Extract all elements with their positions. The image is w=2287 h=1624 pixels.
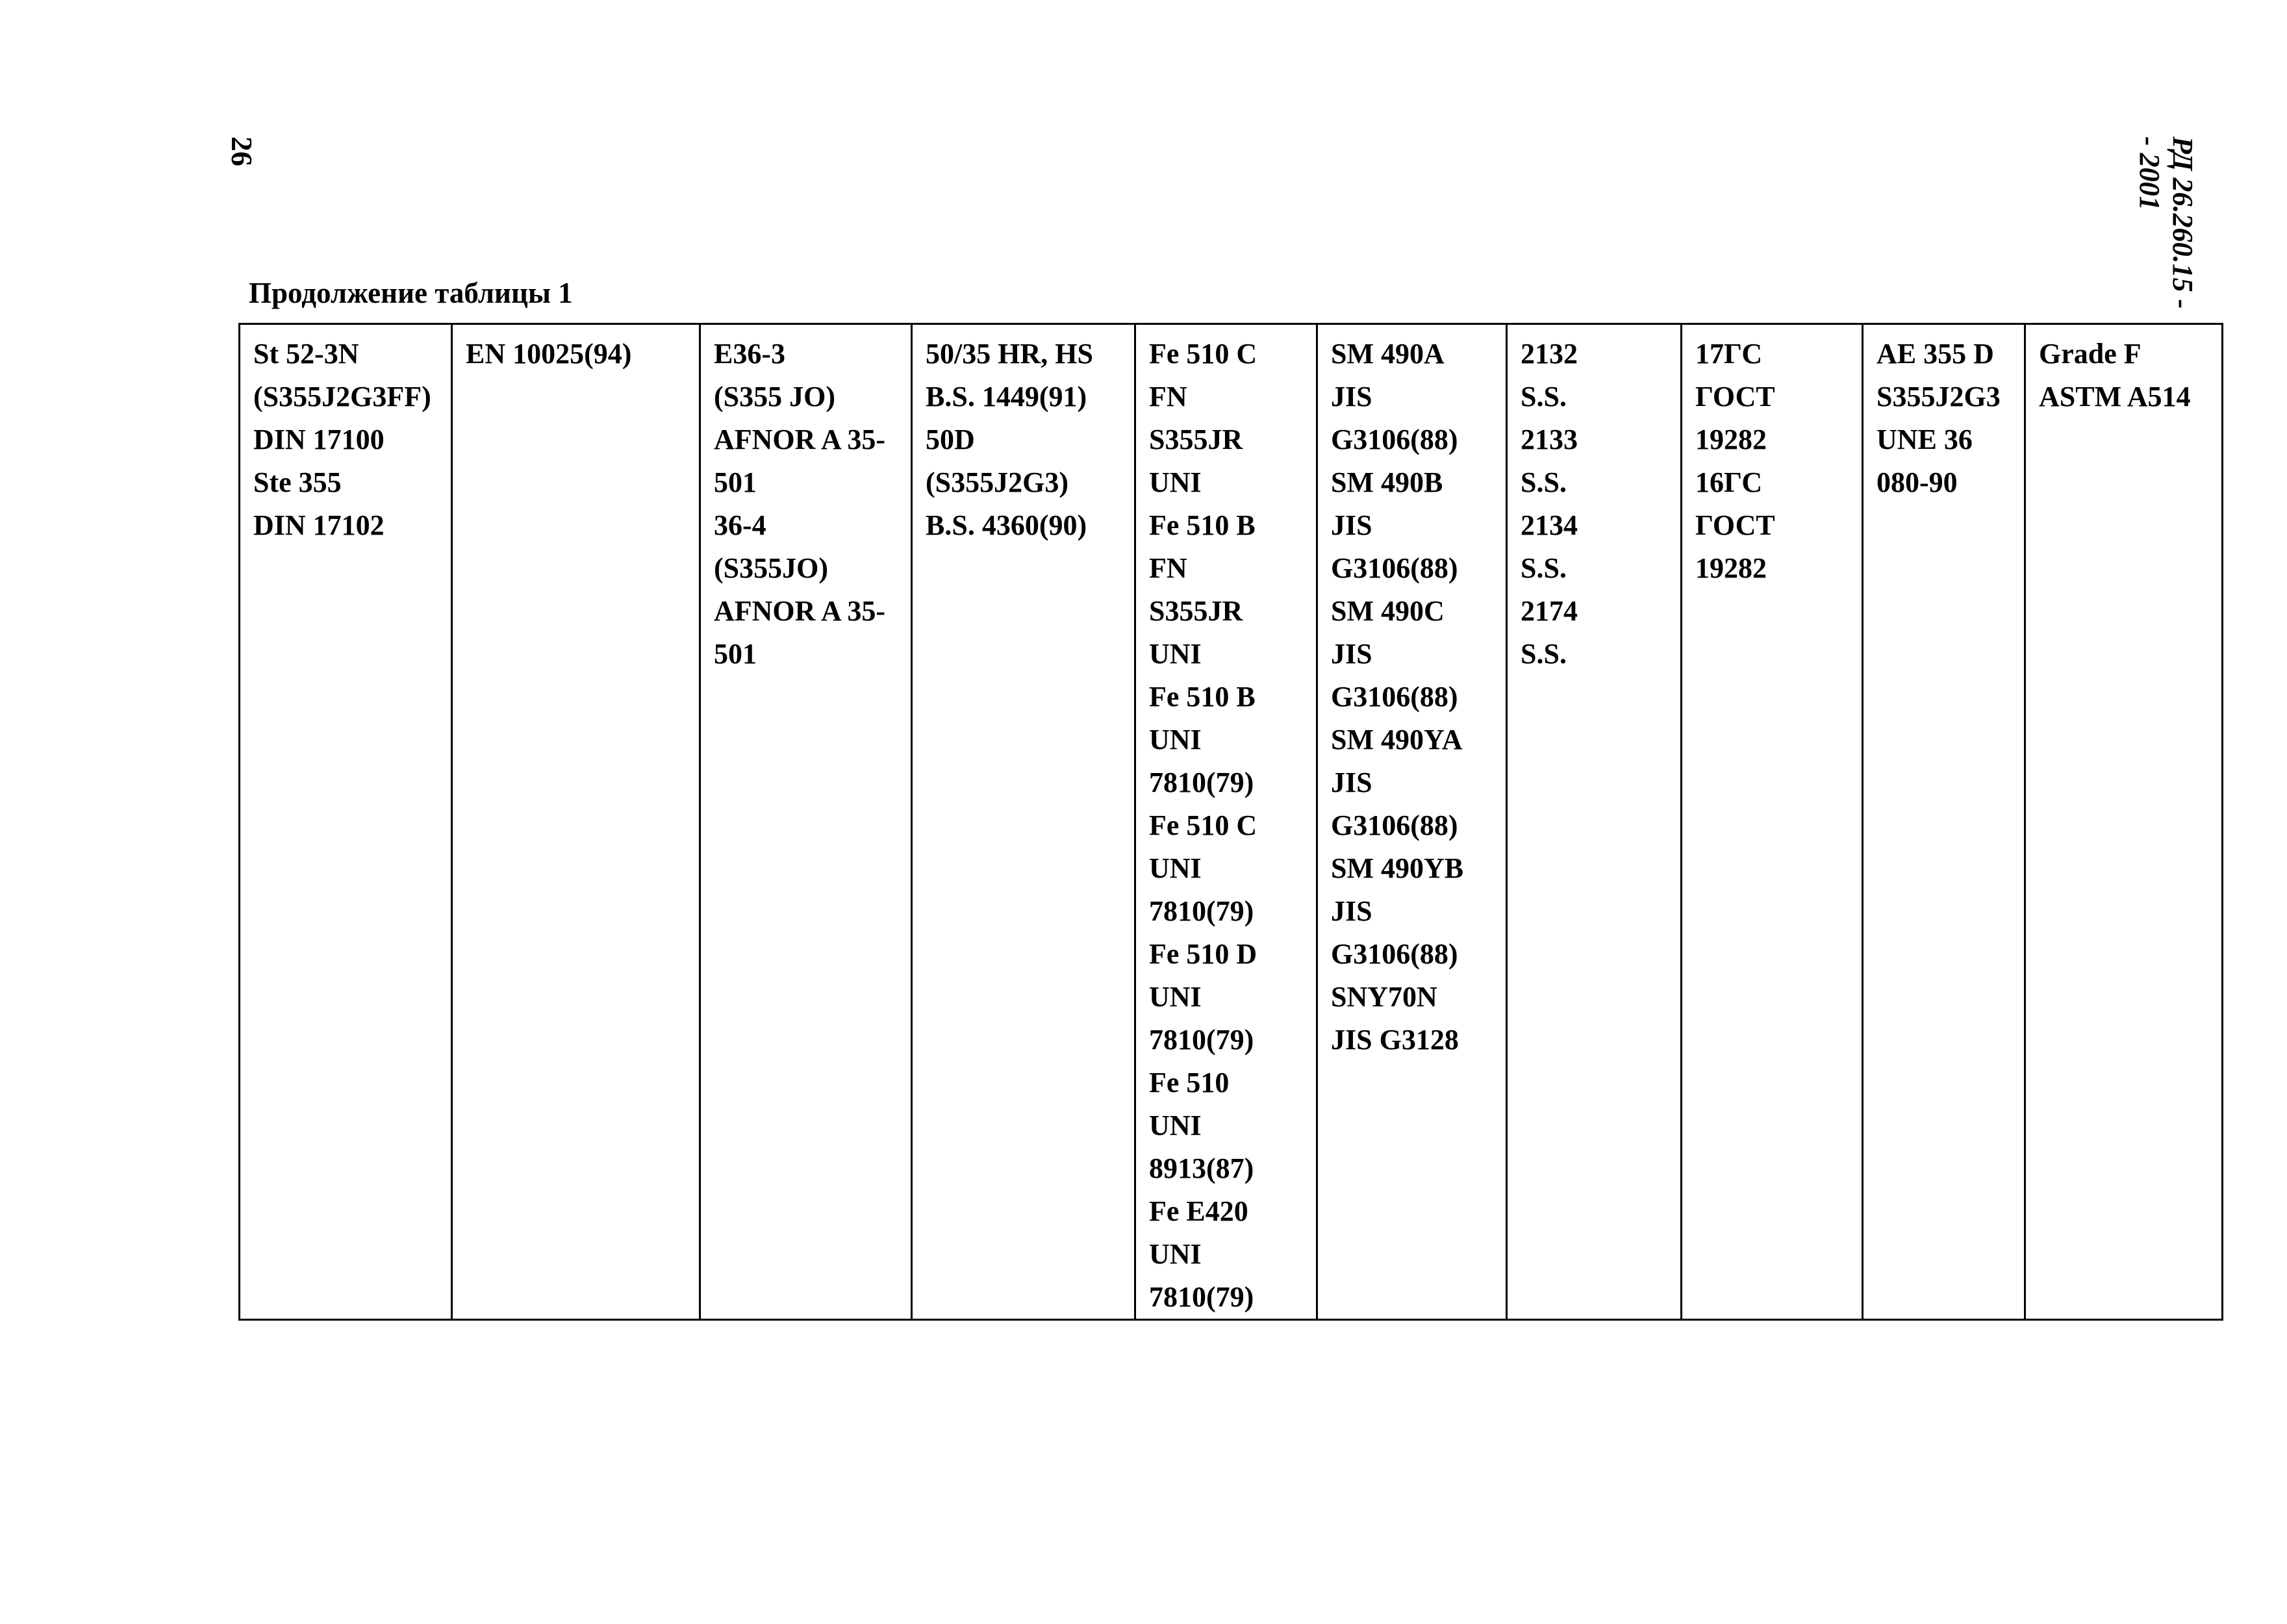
cell-line: Fe 510 <box>1149 1067 1230 1098</box>
cell-line: B.S. 1449(91) <box>926 381 1087 412</box>
cell-line: G3106(88) <box>1331 938 1458 970</box>
cell-line: ГОСТ <box>1695 509 1775 541</box>
page-number: 26 <box>225 136 259 166</box>
cell-line: JIS <box>1331 895 1372 927</box>
cell-line: UNI <box>1149 466 1202 498</box>
cell-line: (S355JO) <box>714 552 828 584</box>
cell-line: 17ГС <box>1695 338 1763 370</box>
cell-line: Fe E420 <box>1149 1195 1248 1227</box>
cell-line: S.S. <box>1521 381 1567 412</box>
cell-line: 2132 <box>1521 338 1578 370</box>
cell-line: 19282 <box>1695 424 1767 455</box>
cell-line: 080-90 <box>1876 466 1958 498</box>
cell-line: Ste 355 <box>253 466 342 498</box>
cell-line: S355J2G3 <box>1876 381 2001 412</box>
cell-line: ASTM A514 <box>2039 381 2191 412</box>
cell-line: AE 355 D <box>1876 338 1994 370</box>
cell-line: JIS <box>1331 638 1372 670</box>
table-cell <box>1317 324 1507 1320</box>
cell-line: UNI <box>1149 724 1202 755</box>
cell-line: S355JR <box>1149 424 1243 455</box>
cell-line: 2134 <box>1521 509 1578 541</box>
cell-line: 7810(79) <box>1149 767 1254 798</box>
cell-line: S.S. <box>1521 552 1567 584</box>
cell-line: UNI <box>1149 1110 1202 1141</box>
cell-line: E36-3 <box>714 338 785 370</box>
cell-line: EN 10025(94) <box>466 338 632 370</box>
document-code-line: РД 26.260.15 - <box>2167 136 2199 309</box>
cell-line: B.S. 4360(90) <box>926 509 1087 541</box>
cell-line: UNI <box>1149 981 1202 1013</box>
cell-line: AFNOR A 35- <box>714 595 885 627</box>
cell-line: Fe 510 D <box>1149 938 1257 970</box>
cell-line: Fe 510 B <box>1149 509 1256 541</box>
cell-line: SM 490YB <box>1331 852 1464 884</box>
cell-line: (S355J2G3FF) <box>253 381 431 412</box>
cell-line: Fe 510 B <box>1149 681 1256 713</box>
cell-line: 19282 <box>1695 552 1767 584</box>
cell-line: 16ГС <box>1695 466 1763 498</box>
table-cell <box>2025 324 2223 1320</box>
cell-line: FN <box>1149 381 1187 412</box>
cell-line: 2174 <box>1521 595 1578 627</box>
cell-line: FN <box>1149 552 1187 584</box>
cell-line: 501 <box>714 466 757 498</box>
cell-line: 36-4 <box>714 509 766 541</box>
table-cell <box>700 324 912 1320</box>
document-code <box>2133 136 2199 309</box>
cell-line: 501 <box>714 638 757 670</box>
cell-line: SM 490YA <box>1331 724 1463 755</box>
table-cell <box>1863 324 2025 1320</box>
cell-line: UNI <box>1149 1238 1202 1270</box>
table-caption: Продолжение таблицы 1 <box>249 277 573 309</box>
cell-line: 7810(79) <box>1149 1024 1254 1056</box>
table-cell <box>1682 324 1863 1320</box>
cell-line: S.S. <box>1521 466 1567 498</box>
table-row <box>240 324 2223 1320</box>
cell-line: Grade F <box>2039 338 2142 370</box>
cell-line: S355JR <box>1149 595 1243 627</box>
document-code-line: - 2001 <box>2134 136 2166 210</box>
cell-line: G3106(88) <box>1331 552 1458 584</box>
cell-line: DIN 17100 <box>253 424 385 455</box>
steel-grades-table <box>238 323 2223 1321</box>
cell-line: SM 490A <box>1331 338 1445 370</box>
table-cell <box>912 324 1135 1320</box>
cell-line: JIS <box>1331 381 1372 412</box>
cell-line: 50/35 HR, HS <box>926 338 1093 370</box>
cell-line: JIS <box>1331 509 1372 541</box>
cell-line: SNY70N <box>1331 981 1437 1013</box>
cell-line: 8913(87) <box>1149 1152 1254 1184</box>
cell-line: Fe 510 C <box>1149 338 1257 370</box>
cell-line: (S355J2G3) <box>926 466 1068 498</box>
cell-line: Fe 510 C <box>1149 809 1257 841</box>
cell-line: St 52-3N <box>253 338 359 370</box>
cell-line: JIS G3128 <box>1331 1024 1459 1056</box>
cell-line: 50D <box>926 424 975 455</box>
table-cell <box>240 324 452 1320</box>
cell-line: G3106(88) <box>1331 424 1458 455</box>
cell-line: AFNOR A 35- <box>714 424 885 455</box>
cell-line: UNI <box>1149 638 1202 670</box>
cell-line: G3106(88) <box>1331 681 1458 713</box>
cell-line: G3106(88) <box>1331 809 1458 841</box>
cell-line: 7810(79) <box>1149 1281 1254 1313</box>
table-cell <box>452 324 700 1320</box>
cell-line: 7810(79) <box>1149 895 1254 927</box>
cell-line: SM 490C <box>1331 595 1445 627</box>
table-cell <box>1507 324 1682 1320</box>
cell-line: JIS <box>1331 767 1372 798</box>
cell-line: 2133 <box>1521 424 1578 455</box>
cell-line: DIN 17102 <box>253 509 385 541</box>
cell-line: SM 490B <box>1331 466 1443 498</box>
cell-line: S.S. <box>1521 638 1567 670</box>
cell-line: UNI <box>1149 852 1202 884</box>
cell-line: ГОСТ <box>1695 381 1775 412</box>
cell-line: (S355 JO) <box>714 381 835 412</box>
table-cell <box>1135 324 1317 1320</box>
cell-line: UNE 36 <box>1876 424 1973 455</box>
